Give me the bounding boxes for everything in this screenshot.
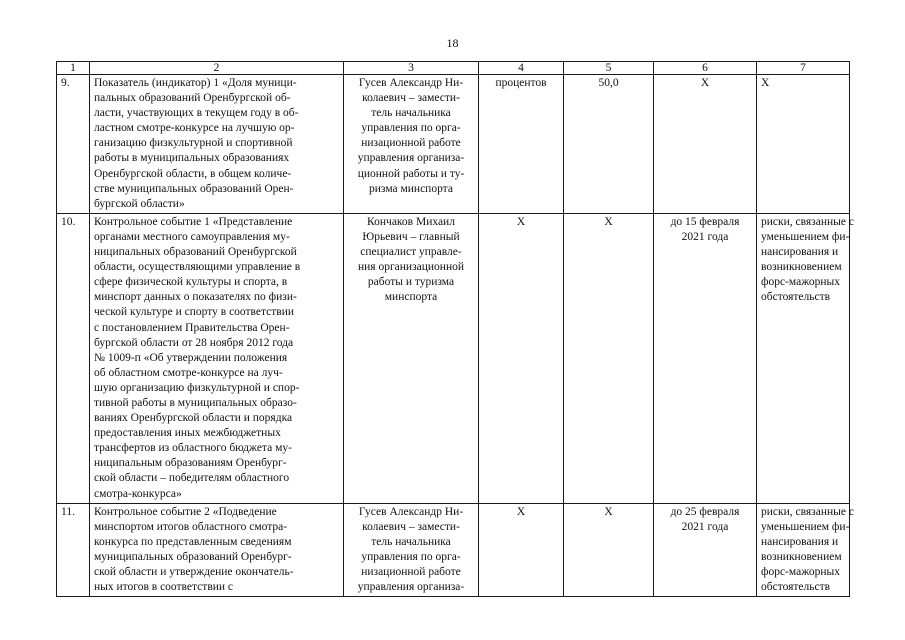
table-body: [57, 75, 854, 597]
row-responsible-line: ризма минспорта: [369, 182, 453, 195]
row-description-line: ниципальным образованиям Оренбург-: [94, 457, 287, 470]
row-responsible-line: управления по орга-: [361, 550, 461, 563]
document-table: [56, 61, 854, 597]
column-header-row: [57, 62, 850, 75]
row-risks-line: Х: [761, 77, 770, 89]
table-row: [57, 75, 850, 214]
row-risks: [757, 213, 854, 503]
column-header: 5: [564, 62, 654, 75]
row-responsible-line: работы и туризма: [367, 276, 455, 289]
row-responsible-line: тель начальника: [371, 535, 451, 548]
row-value: Х: [564, 503, 654, 597]
row-description: [90, 213, 344, 503]
row-description-line: минспорт данных о показателях по физи-: [94, 291, 297, 304]
row-description-line: Оренбургской области, в общем количе-: [94, 167, 292, 180]
row-description-line: № 1009-п «Об утверждении положения: [94, 351, 288, 364]
row-responsible: [344, 75, 479, 214]
row-description-line: смотра-конкурса»: [94, 487, 182, 500]
row-deadline-line: до 25 февраля: [670, 505, 740, 518]
row-risks-line: нансирования и: [761, 246, 839, 259]
row-description-line: трансфертов из областного бюджета му-: [94, 442, 292, 455]
row-description-line: об областном смотре-конкурсе на луч-: [94, 366, 283, 379]
row-description-line: ческой культуре и спорту в соответствии: [94, 306, 295, 319]
row-responsible-line: Юрьевич – главный: [362, 230, 460, 243]
row-responsible-line: Гусев Александр Ни-: [358, 77, 464, 89]
row-description-line: Контрольное событие 2 «Подведение: [94, 505, 277, 518]
page-number: 18: [446, 36, 459, 50]
row-risks-line: риски, связанные с: [761, 505, 854, 518]
row-risks-line: возникновением: [761, 550, 842, 563]
row-responsible-line: управления организа-: [357, 152, 465, 165]
row-description-line: пальных образований Оренбургской об-: [94, 92, 291, 105]
row-description-line: конкурса по представленным сведениям: [94, 535, 292, 548]
column-header: 3: [344, 62, 479, 75]
row-responsible-line: ционной работы и ту-: [357, 167, 465, 180]
row-risks: [757, 503, 854, 597]
row-deadline-line: 2021 года: [681, 230, 729, 243]
row-risks-line: риски, связанные с: [761, 215, 854, 228]
row-responsible-line: минспорта: [384, 291, 438, 304]
row-deadline: [654, 213, 757, 503]
row-responsible-line: Кончаков Михаил: [367, 215, 455, 228]
column-header: 2: [90, 62, 344, 75]
row-description-line: Контрольное событие 1 «Представление: [94, 215, 293, 228]
row-description-line: области, осуществляющими управление в: [94, 261, 301, 274]
row-number: 9.: [57, 75, 90, 214]
row-description-line: органами местного самоуправления му-: [94, 230, 290, 243]
row-responsible: [344, 503, 479, 597]
row-description: [90, 503, 344, 597]
row-deadline: [654, 75, 757, 214]
row-unit: процентов: [479, 75, 564, 214]
row-responsible-line: тель начальника: [371, 107, 451, 120]
column-header: 6: [654, 62, 757, 75]
row-value: Х: [564, 213, 654, 503]
row-description-line: Показатель (индикатор) 1 «Доля муници-: [94, 77, 297, 89]
row-risks-line: обстоятельств: [761, 581, 831, 594]
row-unit: Х: [479, 213, 564, 503]
row-description-line: ласти, участвующих в текущем году в об-: [94, 107, 299, 120]
row-description-line: стве муниципальных образований Орен-: [94, 182, 294, 195]
row-risks-line: уменьшением фи-: [761, 230, 850, 243]
row-description-line: бургской области»: [94, 197, 185, 210]
row-description-line: ниципальных образований Оренбургской: [94, 246, 297, 259]
row-value: 50,0: [564, 75, 654, 214]
row-risks-line: обстоятельств: [761, 291, 831, 304]
row-description-line: предоставления иных межбюджетных: [94, 427, 281, 440]
row-deadline-line: до 15 февраля: [670, 215, 740, 228]
row-description-line: сфере физической культуры и спорта, в: [94, 276, 288, 289]
row-description-line: ластном смотре-конкурсе на лучшую ор-: [94, 122, 295, 135]
row-description-line: с постановлением Правительства Орен-: [94, 321, 290, 334]
row-responsible-line: низационной работе: [361, 566, 461, 578]
column-header: 7: [757, 62, 850, 75]
row-number: 10.: [57, 213, 90, 503]
row-deadline-line: 2021 года: [681, 520, 729, 533]
row-description-line: ных итогов в соответствии с: [94, 581, 234, 594]
row-risks-line: нансирования и: [761, 535, 839, 548]
row-number: 11.: [57, 503, 90, 597]
row-description-line: муниципальных образований Оренбург-: [94, 550, 292, 563]
row-description-line: ваниях Оренбургской области и порядка: [94, 412, 293, 425]
row-responsible-line: управления по орга-: [361, 122, 461, 135]
row-unit: Х: [479, 503, 564, 597]
row-description-line: тивной работы в муниципальных образо-: [94, 396, 297, 409]
row-description-line: бургской области от 28 ноября 2012 года: [94, 336, 294, 349]
row-description-line: ской области – победителям областного: [94, 472, 290, 485]
column-header: 1: [57, 62, 90, 75]
row-description: [90, 75, 344, 214]
row-responsible-line: специалист управле-: [360, 246, 462, 259]
row-deadline-line: Х: [700, 77, 710, 89]
row-deadline: [654, 503, 757, 597]
row-responsible: [344, 213, 479, 503]
row-responsible-line: управления организа-: [357, 581, 465, 594]
row-description-line: ской области и утверждение окончатель-: [94, 566, 294, 578]
row-responsible-line: низационной работе: [361, 137, 461, 150]
row-responsible-line: Гусев Александр Ни-: [358, 505, 464, 518]
row-responsible-line: ния организационной: [357, 261, 465, 274]
row-risks-line: форс-мажорных: [761, 566, 840, 578]
row-description-line: минспортом итогов областного смотра-: [94, 520, 288, 533]
table-row: [57, 213, 850, 503]
row-description-line: ганизацию физкультурной и спортивной: [94, 137, 293, 150]
row-risks-line: возникновением: [761, 261, 842, 274]
row-responsible-line: колаевич – замести-: [362, 92, 460, 105]
row-risks-line: форс-мажорных: [761, 276, 840, 289]
table-row: [57, 503, 850, 597]
row-description-line: работы в муниципальных образованиях: [94, 152, 290, 165]
row-risks: [757, 75, 850, 214]
row-risks-line: уменьшением фи-: [761, 520, 850, 533]
row-description-line: шую организацию физкультурной и спор-: [94, 381, 300, 394]
column-header: 4: [479, 62, 564, 75]
row-responsible-line: колаевич – замести-: [362, 520, 460, 533]
